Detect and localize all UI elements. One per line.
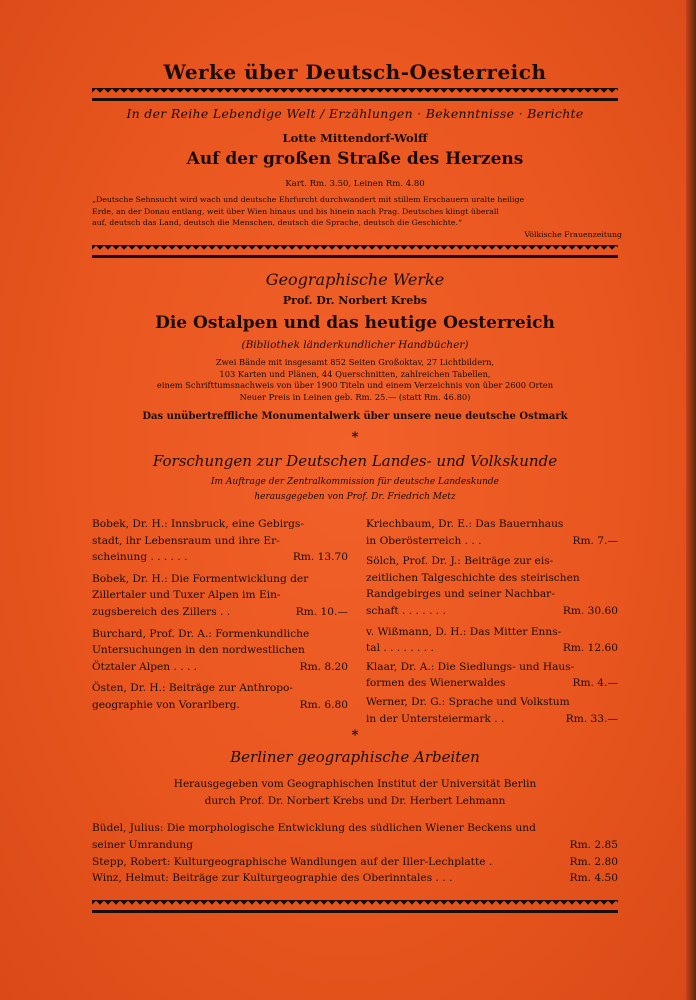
section-star: * — [351, 728, 359, 743]
price-label: Rm. 10.— — [295, 605, 348, 618]
forsch-heading: Forschungen zur Deutschen Landes- und Volkskunde — [152, 452, 558, 470]
list-item — [366, 659, 618, 692]
entry-line: zugsbereich des Zillers . . — [92, 605, 231, 618]
berlin-heading: Berliner geographische Arbeiten — [230, 748, 480, 766]
section-star: * — [351, 430, 359, 445]
entry-line: Untersuchungen in den nordwestlichen — [92, 644, 305, 657]
ornament-divider-top — [92, 88, 618, 101]
entry-line: Stepp, Robert: Kulturgeographische Wandlungen auf der Iller-Lechplatte . — [92, 855, 493, 868]
entry-line: Werner, Dr. G.: Sprache und Volkstum — [366, 695, 570, 708]
list-item — [366, 694, 618, 727]
list-item — [92, 626, 348, 676]
entry-line: Büdel, Julius: Die morphologische Entwicklung des südlichen Wiener Beckens und — [92, 822, 536, 834]
geo-author: Prof. Dr. Norbert Krebs — [282, 294, 428, 307]
book1-author: Lotte Mittendorf-Wolff — [282, 131, 428, 145]
entry-line: Bobek, Dr. H.: Die Formentwicklung der — [92, 572, 309, 585]
price-label: Rm. 4.— — [572, 677, 618, 690]
price-label: Rm. 30.60 — [562, 604, 618, 617]
list-item — [92, 571, 348, 621]
series-line: In der Reihe Lebendige Welt / Erzählungen · Bekenntnisse · Berichte — [126, 106, 584, 121]
geo-title: Die Ostalpen und das heutige Oesterreich — [155, 313, 555, 333]
entry-line: in Oberösterreich . . . — [366, 534, 482, 547]
entry-line: Kriechbaum, Dr. E.: Das Bauernhaus — [366, 518, 564, 530]
book1-title: Auf der großen Straße des Herzens — [186, 149, 524, 169]
entry-line: Winz, Helmut: Beiträge zur Kulturgeographie des Oberinntales . . . — [92, 872, 453, 885]
berlin-list — [92, 820, 618, 887]
list-item — [92, 820, 618, 854]
forsch-right-column — [366, 516, 618, 727]
price-label: Rm. 6.80 — [299, 698, 348, 711]
list-item — [92, 516, 348, 566]
entry-line: scheinung . . . . . . — [92, 551, 188, 564]
geo-subtitle: (Bibliothek länderkundlicher Handbücher) — [241, 339, 469, 351]
price-label: Rm. 2.85 — [569, 838, 618, 851]
list-item — [366, 624, 618, 657]
entry-line: Zillertaler und Tuxer Alpen im Ein- — [92, 589, 281, 602]
berlin-sub1: Herausgegeben vom Geographischen Institut der Universität Berlin — [173, 778, 537, 790]
list-item — [92, 870, 618, 887]
price-label: Rm. 2.80 — [569, 855, 618, 868]
forsch-sub1: Im Auftrage der Zentralkommission für deutsche Landeskunde — [210, 477, 500, 487]
geo-heading: Geographische Werke — [265, 270, 445, 289]
price-label: Rm. 12.60 — [562, 642, 618, 655]
book1-price: Kart. Rm. 3.50, Leinen Rm. 4.80 — [285, 179, 425, 189]
entry-line: geographie von Vorarlberg. — [92, 698, 240, 711]
desc-line: Neuer Preis in Leinen geb. Rm. 25.— (statt Rm. 46.80) — [239, 391, 471, 402]
berlin-sub2: durch Prof. Dr. Norbert Krebs und Dr. Herbert Lehmann — [204, 795, 506, 807]
price-label: Rm. 4.50 — [569, 872, 618, 885]
price-label: Rm. 13.70 — [292, 551, 348, 564]
entry-line: Ötztaler Alpen . . . . — [92, 660, 198, 673]
quote-source: Völkische Frauenzeitung — [524, 229, 622, 239]
entry-line: v. Wißmann, D. H.: Das Mitter Enns- — [366, 625, 562, 638]
list-item — [92, 854, 618, 871]
geo-description — [60, 357, 650, 403]
quote-line: auf, deutsch das Land, deutsch die Menschen, deutsch die Sprache, deutsch die Geschichte.“ — [92, 218, 462, 227]
desc-line: einem Schrifttumsnachweis von über 1900 Titeln und einem Verzeichnis von über 2600 Orten — [156, 380, 554, 391]
entry-line: Randgebirges und seiner Nachbar- — [366, 588, 555, 601]
entry-line: Klaar, Dr. A.: Die Siedlungs- und Haus- — [366, 660, 575, 673]
list-item — [366, 516, 618, 549]
entry-line: tal . . . . . . . . — [366, 642, 434, 655]
quote-line: Erde, an der Donau entlang, weit über Wien hinaus und bis hinein nach Prag. Deutsches klingt überall — [92, 206, 499, 216]
book1-quote — [92, 194, 622, 240]
entry-line: Bobek, Dr. H.: Innsbruck, eine Gebirgs- — [92, 518, 304, 530]
entry-line: in der Untersteiermark . . — [366, 712, 505, 725]
desc-line: Zwei Bände mit insgesamt 852 Seiten Großoktav, 27 Lichtbildern, — [215, 357, 495, 367]
price-label: Rm. 33.— — [565, 712, 618, 725]
entry-line: Sölch, Prof. Dr. J.: Beiträge zur eis- — [366, 555, 554, 568]
entry-line: Burchard, Prof. Dr. A.: Formenkundliche — [92, 627, 310, 640]
price-label: Rm. 8.20 — [299, 660, 348, 673]
list-item — [366, 553, 618, 619]
desc-line: 103 Karten und Plänen, 44 Querschnitten, zahlreichen Tabellen, — [219, 368, 491, 379]
forsch-sub2: herausgegeben von Prof. Dr. Friedrich Metz — [254, 492, 456, 502]
price-label: Rm. 7.— — [572, 534, 618, 547]
ornament-divider-bottom — [92, 900, 618, 913]
entry-line: seiner Umrandung — [92, 838, 194, 851]
ornament-divider-middle — [92, 245, 618, 258]
entry-line: zeitlichen Talgeschichte des steirischen — [366, 571, 580, 584]
entry-line: schaft . . . . . . . — [366, 604, 446, 617]
page-title: Werke über Deutsch-Oesterreich — [163, 60, 547, 84]
page-edge — [686, 0, 696, 1000]
quote-line: „Deutsche Sehnsucht wird wach und deutsche Ehrfurcht durchwandert mit stillem Erschauern uralte heilige — [92, 195, 525, 204]
entry-line: formen des Wienerwaldes — [366, 677, 506, 690]
entry-line: Östen, Dr. H.: Beiträge zur Anthropo- — [92, 682, 293, 695]
list-item — [92, 680, 348, 713]
forsch-left-column — [92, 516, 348, 714]
entry-line: stadt, ihr Lebensraum und ihre Er- — [92, 534, 280, 547]
geo-tagline: Das unübertreffliche Monumentalwerk über unsere neue deutsche Ostmark — [142, 411, 568, 422]
